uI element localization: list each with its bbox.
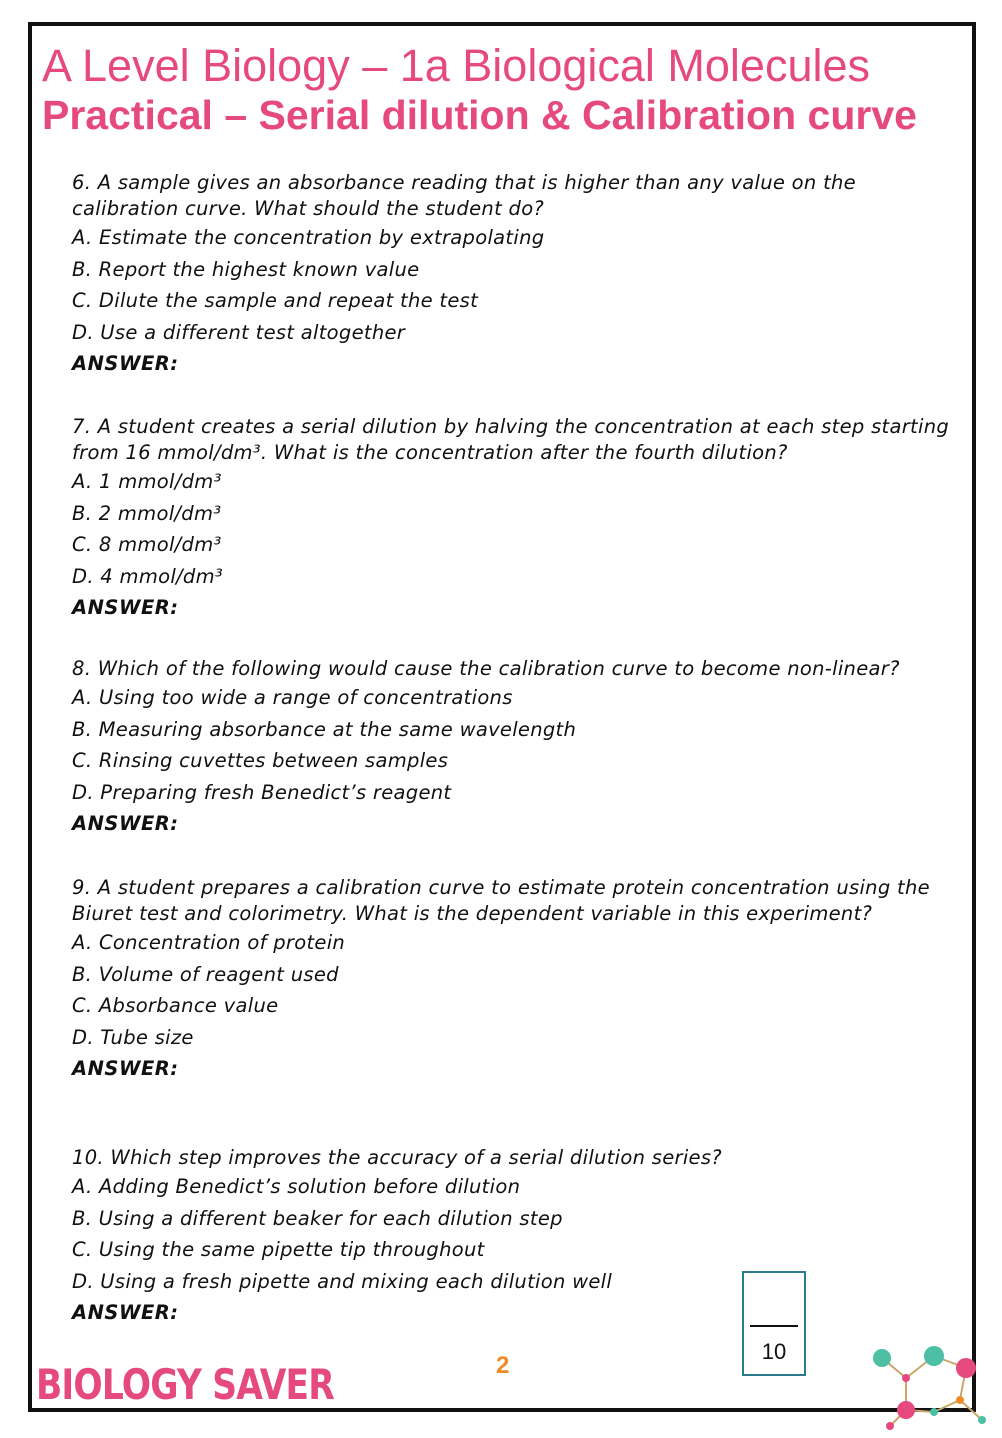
option-b: B. Measuring absorbance at the same wavelength	[72, 717, 577, 741]
option-a: A. Using too wide a range of concentrations	[72, 686, 513, 709]
option-a: A. 1 mmol/dm³	[72, 470, 222, 493]
answer-label: ANSWER:	[72, 596, 179, 619]
answer-label: ANSWER:	[72, 1057, 179, 1080]
option-b: B. Volume of reagent used	[72, 962, 339, 986]
question-stem: 10. Which step improves the accuracy of a serial dilution series?	[72, 1146, 722, 1169]
option-c: C. Rinsing cuvettes between samples	[72, 749, 449, 772]
question-10	[72, 1145, 952, 1328]
molecule-icon	[860, 1340, 990, 1430]
answer-label: ANSWER:	[72, 352, 179, 375]
page-number: 2	[496, 1352, 510, 1379]
option-d: D. Using a fresh pipette and mixing each dilution well	[72, 1269, 613, 1293]
option-b: B. Using a different beaker for each dilution step	[72, 1206, 563, 1230]
score-total: 10	[761, 1339, 787, 1364]
option-c: C. Dilute the sample and repeat the test	[72, 289, 479, 312]
option-a: A. Adding Benedict’s solution before dilution	[72, 1175, 521, 1198]
question-9	[72, 875, 952, 1084]
answer-label: ANSWER:	[72, 1301, 179, 1324]
option-a: A. Estimate the concentration by extrapolating	[72, 226, 545, 249]
page-title: A Level Biology – 1a Biological Molecules	[42, 40, 870, 91]
option-b: B. 2 mmol/dm³	[72, 501, 222, 525]
question-7	[72, 414, 952, 623]
brand-logo: BIOLOGY SAVER	[36, 1360, 334, 1409]
question-8	[72, 656, 952, 839]
question-stem: 7. A student creates a serial dilution by halving the concentration at each step starting from 16 mmol/dm³. What is the concentration after the fourth dilution?	[72, 415, 950, 464]
option-d: D. Preparing fresh Benedict’s reagent	[72, 780, 452, 804]
answer-label: ANSWER:	[72, 812, 179, 835]
score-box[interactable]	[742, 1271, 806, 1376]
option-d: D. Use a different test altogether	[72, 320, 406, 344]
question-stem: 6. A sample gives an absorbance reading that is higher than any value on the calibration curve. What should the student do?	[72, 171, 856, 220]
option-c: C. Absorbance value	[72, 994, 279, 1017]
option-c: C. Using the same pipette tip throughout	[72, 1238, 485, 1261]
option-b: B. Report the highest known value	[72, 257, 420, 281]
option-a: A. Concentration of protein	[72, 931, 346, 954]
option-c: C. 8 mmol/dm³	[72, 533, 222, 556]
score-divider	[750, 1325, 798, 1327]
option-d: D. Tube size	[72, 1025, 194, 1049]
question-stem: 9. A student prepares a calibration curve to estimate protein concentration using the Biuret test and colorimetry. What is the dependent variable in this experiment?	[72, 876, 930, 925]
page-subtitle: Practical – Serial dilution & Calibration curve	[42, 92, 917, 138]
question-6	[72, 170, 952, 379]
question-stem: 8. Which of the following would cause the calibration curve to become non-linear?	[72, 657, 900, 680]
option-d: D. 4 mmol/dm³	[72, 564, 224, 588]
